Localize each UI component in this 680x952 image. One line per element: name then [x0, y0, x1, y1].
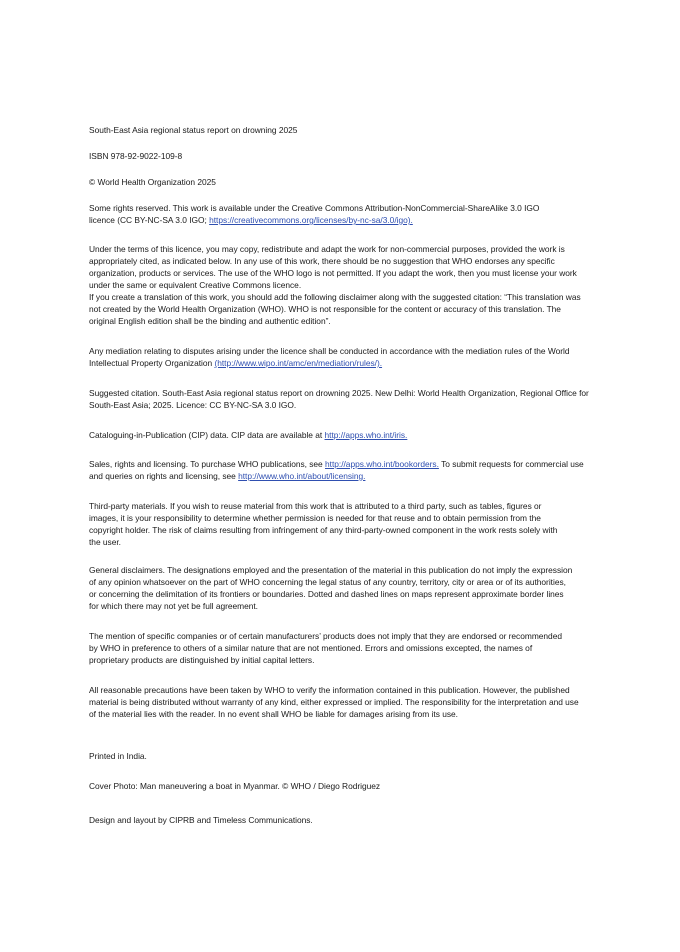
suggested-citation: Suggested citation. South-East Asia regional status report on drowning 2025. New Delhi: World Health Organization, Regional Office for South-East Asia; 2025. Licence: CC BY-NC-SA 3.0 IGO.: [89, 388, 589, 410]
precautions-disclaimer: All reasonable precautions have been taken by WHO to verify the information contained in this publication. However, the published material is being distributed without warranty of any kind, either expressed or implied. The responsibility for the interpretation and use of the material lies with the reader. In no event shall WHO be liable for damages arising from its use.: [89, 685, 579, 719]
translation-disclaimer: If you create a translation of this work, you should add the following disclaimer along with the suggested citation: “This translation was not created by the World Health Organization (WHO). WHO is not responsible for the content or accuracy of this translation. The original English edition shall be the binding and authentic edition”.: [89, 292, 581, 326]
general-disclaimers: General disclaimers. The designations employed and the presentation of the material in this publication do not imply the expression of any opinion whatsoever on the part of WHO concerning the legal status of any country, territory, city or area or of its authorities, or concerning the delimitation of its frontiers or boundaries. Dotted and dashed lines on maps represent approximate border lines for which there may not yet be full agreement.: [89, 565, 573, 611]
cover-photo-credit: Cover Photo: Man maneuvering a boat in Myanmar. © WHO / Diego Rodriguez: [89, 781, 381, 791]
mediation-paragraph: [89, 345, 589, 369]
licence-terms: Under the terms of this licence, you may copy, redistribute and adapt the work for non-commercial purposes, provided the work is appropriately cited, as indicated below. In any use of this work, there should be no suggestion that WHO endorses any specific organization, products or services. The use of the WHO logo is not permitted. If you adapt the work, then you must license your work under the same or equivalent Creative Commons licence.: [89, 244, 577, 290]
sales-paragraph: [89, 458, 589, 482]
companies-disclaimer: The mention of specific companies or of certain manufacturers’ products does not imply that they are endorsed or recommended by WHO in preference to others of a similar nature that are not mentioned. Errors and omissions excepted, the names of proprietary products are distinguished by initial capital letters.: [89, 631, 562, 665]
design-credit: Design and layout by CIPRB and Timeless Communications.: [89, 815, 313, 825]
copyright: © World Health Organization 2025: [89, 177, 216, 187]
creative-commons-link[interactable]: https://creativecommons.org/licenses/by-nc-sa/3.0/igo).: [209, 215, 413, 225]
wipo-mediation-link[interactable]: (http://www.wipo.int/amc/en/mediation/rules/).: [214, 358, 383, 368]
cip-text: Cataloguing-in-Publication (CIP) data. CIP data are available at: [89, 430, 325, 440]
mediation-text: Any mediation relating to disputes arising under the licence shall be conducted in accordance with the mediation rules of the World Intellectual Property Organization: [89, 346, 570, 368]
isbn: ISBN 978-92-9022-109-8: [89, 151, 183, 161]
bookorders-link[interactable]: http://apps.who.int/bookorders.: [325, 459, 439, 469]
printed-in: Printed in India.: [89, 751, 147, 761]
third-party-materials: Third-party materials. If you wish to reuse material from this work that is attributed to a third party, such as tables, figures or images, it is your responsibility to determine whether permission is needed for that reuse and to obtain permission from the copyright holder. The risk of claims resulting from infringement of any third-party-owned component in the work rests solely with the user.: [89, 501, 558, 547]
licensing-link[interactable]: http://www.who.int/about/licensing.: [238, 471, 366, 481]
iris-link[interactable]: http://apps.who.int/iris.: [324, 430, 408, 440]
rights-paragraph: [89, 202, 559, 226]
sales-text-1: Sales, rights and licensing. To purchase WHO publications, see: [89, 459, 325, 469]
report-title: South-East Asia regional status report on drowning 2025: [89, 125, 298, 135]
sales-text-2: To submit requests for commercial use and queries on rights and licensing, see: [89, 459, 584, 481]
rights-text: Some rights reserved. This work is available under the Creative Commons Attribution-NonCommercial-ShareAlike 3.0 IGO licence (CC BY-NC-SA 3.0 IGO;: [89, 203, 540, 225]
cip-paragraph: [89, 429, 589, 441]
